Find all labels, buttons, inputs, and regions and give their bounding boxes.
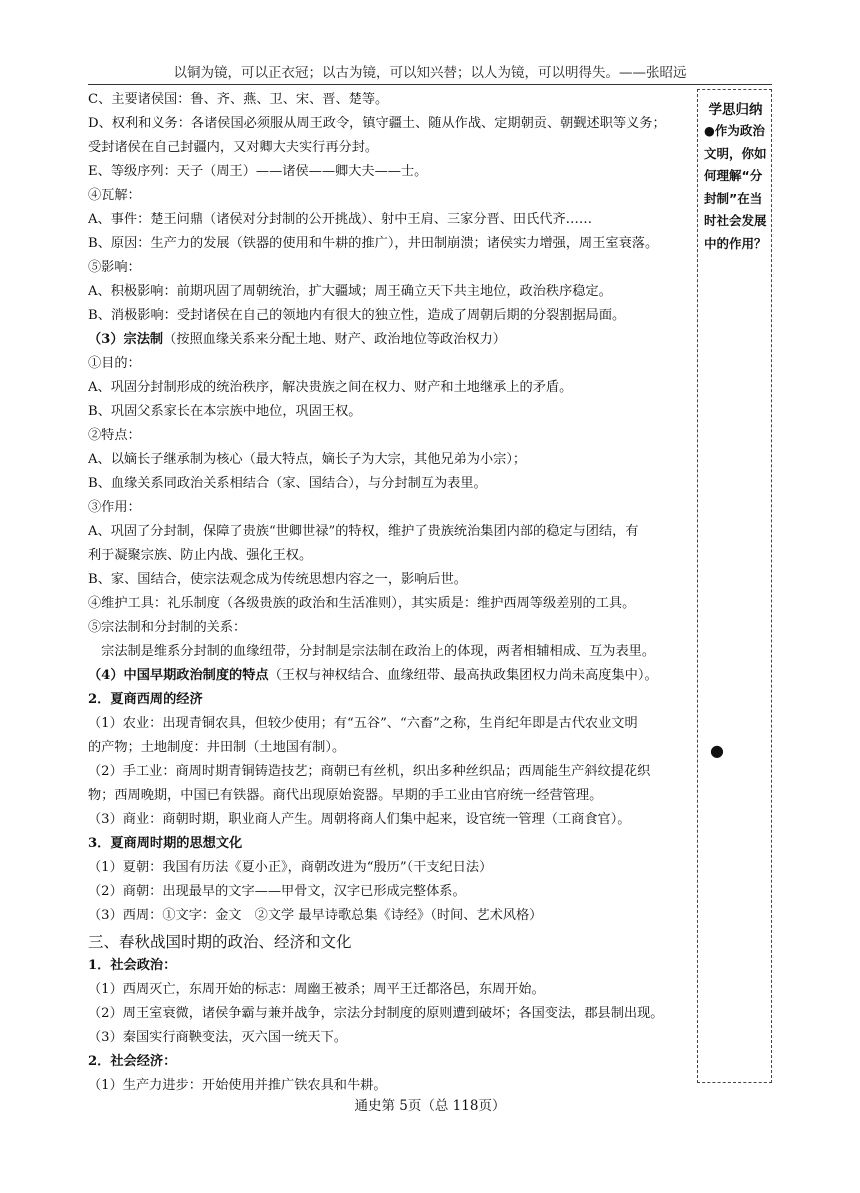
text-line: A、巩固分封制形成的统治秩序，解决贵族之间在权力、财产和土地继承上的矛盾。 [88, 380, 573, 395]
heading-society-economy: 2．社会经济： [88, 1054, 177, 1069]
text-line: A、巩固了分封制，保障了贵族“世卿世禄”的特权，维护了贵族统治集团内部的稳定与团结，有 [88, 524, 639, 539]
text-line: （3）秦国实行商鞅变法，灭六国一统天下。 [88, 1030, 347, 1045]
text-line: A、事件：楚王问鼎（诸侯对分封制的公开挑战）、射中王肩、三家分晋、田氏代齐…… [88, 212, 593, 227]
heading-early-politics-note: （王权与神权结合、血缘纽带、最高执政集团权力尚未高度集中）。 [268, 668, 658, 683]
text-line: （1）西周灭亡，东周开始的标志：周幽王被杀；周平王迁都洛邑，东周开始。 [88, 982, 545, 997]
text-line: （2）周王室衰微，诸侯争霸与兼并战争，宗法分封制度的原则遭到破坏；各国变法，郡县制出现。 [88, 1006, 664, 1021]
text-line: ⑤影响： [88, 260, 141, 275]
text-line: C、主要诸侯国：鲁、齐、燕、卫、宋、晋、楚等。 [88, 92, 389, 107]
text-line: B、原因：生产力的发展（铁器的使用和牛耕的推广），井田制崩溃；诸侯实力增强，周王室衰落。 [88, 236, 659, 251]
text-line: A、以嫡长子继承制为核心（最大特点，嫡长子为大宗，其他兄弟为小宗）； [88, 452, 527, 467]
heading-early-politics-bold: （4）中国早期政治制度的特点 [88, 668, 269, 683]
sidebar-title: 学思归纳 [708, 102, 763, 118]
text-line: （1）生产力进步：开始使用并推广铁农具和牛耕。 [88, 1078, 387, 1093]
text-line: （2）手工业：商周时期青铜铸造技艺；商朝已有丝机，织出多种丝织品；西周能生产斜纹提花织 [88, 764, 651, 779]
heading-politics: 1．社会政治： [88, 958, 177, 973]
text-line: ④维护工具：礼乐制度（各级贵族的政治和生活准则），其实质是：维护西周等级差别的工具。 [88, 596, 636, 611]
text-line: A、积极影响：前期巩固了周朝统治，扩大疆域；周王确立天下共主地位，政治秩序稳定。 [88, 284, 612, 299]
text-line: ⑤宗法制和分封制的关系： [88, 620, 247, 635]
text-line: 宗法制是维系分封制的血缘纽带，分封制是宗法制在政治上的体现，两者相辅相成、互为表里。 [88, 644, 656, 659]
text-line: （1）夏朝：我国有历法《夏小正》，商朝改进为“殷历”（干支纪日法） [88, 860, 493, 875]
section-title: 三、春秋战国时期的政治、经济和文化 [88, 933, 352, 951]
text-line: （1）农业：出现青铜农具，但较少使用；有“五谷”、“六畜”之称，生肖纪年即是古代农业文明 [88, 716, 638, 731]
main-content [88, 88, 692, 1091]
text-line: D、权利和义务：各诸侯国必须服从周王政令，镇守疆土、随从作战、定期朝贡、朝觐述职等义务； [88, 116, 666, 131]
header-divider [88, 84, 772, 85]
text-line: （3）西周：①文字：金文 ②文学 最早诗歌总集《诗经》（时间、艺术风格） [88, 908, 543, 923]
sidebar-question: ●作为政治文明，你如何理解“分封制”在当时社会发展中的作用？ [704, 123, 767, 251]
heading-zongfa [88, 328, 692, 352]
text-line: B、血缘关系同政治关系相结合（家、国结合），与分封制互为表里。 [88, 476, 487, 491]
text-line: 的产物；土地制度：井田制（土地国有制）。 [88, 740, 346, 755]
text-line: 物；西周晚期，中国已有铁器。商代出现原始瓷器。早期的手工业由官府统一经营管理。 [88, 788, 603, 803]
text-line: （3）商业：商朝时期，职业商人产生。周朝将商人们集中起来，设官统一管理（工商食官）。 [88, 812, 631, 827]
heading-economy: 2．夏商西周的经济 [88, 692, 203, 707]
study-sidebar [697, 89, 772, 1083]
text-line: ②特点： [88, 428, 141, 443]
header-quote: 以铜为镜，可以正衣冠；以古为镜，可以知兴替；以人为镜，可以明得失。——张昭远 [173, 65, 687, 81]
heading-early-politics [88, 664, 692, 688]
text-line: B、消极影响：受封诸侯在自己的领地内有很大的独立性，造成了周朝后期的分裂割据局面。 [88, 308, 626, 323]
text-line: 受封诸侯在自己封疆内，又对卿大夫实行再分封。 [88, 140, 379, 155]
text-line: （2）商朝：出现最早的文字——甲骨文，汉字已形成完整体系。 [88, 884, 466, 899]
text-line: ③作用： [88, 500, 141, 515]
text-line: ①目的： [88, 356, 141, 371]
page-footer: 通史第 5页（总 118页） [354, 1098, 506, 1114]
text-line: B、家、国结合，使宗法观念成为传统思想内容之一，影响后世。 [88, 572, 467, 587]
text-line: E、等级序列：天子（周王）——诸侯——卿大夫——士。 [88, 164, 428, 179]
text-line: 利于凝聚宗族、防止内战、强化王权。 [88, 548, 313, 563]
heading-zongfa-bold: （3）宗法制 [88, 332, 164, 347]
text-line: ④瓦解： [88, 188, 141, 203]
heading-culture: 3．夏商周时期的思想文化 [88, 836, 243, 851]
text-line: B、巩固父系家长在本宗族中地位，巩固王权。 [88, 404, 362, 419]
heading-zongfa-note: （按照血缘关系来分配土地、财产、政治地位等政治权力） [163, 332, 506, 347]
bullet-icon: ● [710, 741, 724, 760]
